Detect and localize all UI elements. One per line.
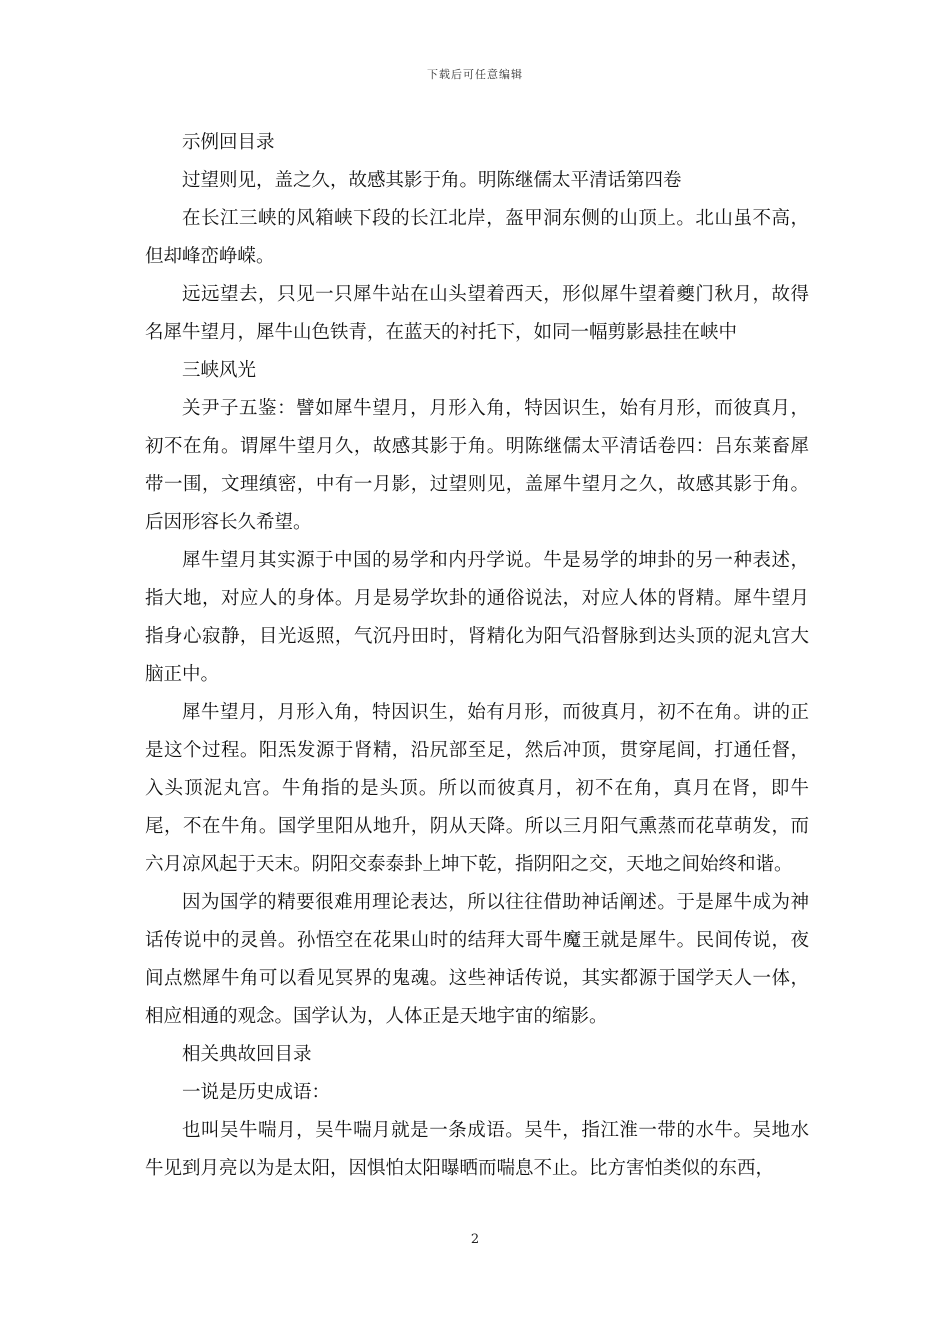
- paragraph: 一说是历史成语：: [182, 1082, 331, 1103]
- paragraph: 犀牛望月，月形入角，特因识生，始有月形，而彼真月，初不在角。讲的正是这个过程。阳炁发源于肾精，沿尻部至足，然后冲顶，贯穿尾闾，打通任督，入头顶泥丸宫。牛角指的是头顶。所以而彼真月，初不在角，真月在肾，即牛尾，不在牛角。国学里阳从地升，阴从天降。所以三月阳气熏蒸而花草萌发，而六月凉风起于天末。阴阳交泰泰卦上坤下乾，指阴阳之交，天地之间始终和谐。: [145, 702, 809, 875]
- paragraph: 过望则见，盖之久，故感其影于角。明陈继儒太平清话第四卷: [182, 170, 682, 191]
- paragraph: 关尹子五鉴：譬如犀牛望月，月形入角，特因识生，始有月形，而彼真月，初不在角。谓犀牛望月久，故感其影于角。明陈继儒太平清话卷四：吕东莱畜犀带一围，文理缜密，中有一月影，过望则见，盖犀牛望月之久，故感其影于角。后因形容长久希望。: [145, 398, 809, 533]
- paragraph: 也叫吴牛喘月，吴牛喘月就是一条成语。吴牛，指江淮一带的水牛。吴地水牛见到月亮以为是太阳，因惧怕太阳曝晒而喘息不止。比方害怕类似的东西，: [145, 1120, 809, 1179]
- page-number: 2: [470, 1232, 480, 1247]
- page-header: 下载后可任意编辑: [427, 68, 523, 81]
- paragraph: 因为国学的精要很难用理论表达，所以往往借助神话阐述。于是犀牛成为神话传说中的灵兽。孙悟空在花果山时的结拜大哥牛魔王就是犀牛。民间传说，夜间点燃犀牛角可以看见冥界的鬼魂。这些神话传说，其实都源于国学天人一体，相应相通的观念。国学认为，人体正是天地宇宙的缩影。: [145, 892, 809, 1027]
- section-heading-allusions: 相关典故回目录: [182, 1044, 312, 1065]
- section-heading-scenery: 三峡风光: [182, 360, 257, 381]
- paragraph: 犀牛望月其实源于中国的易学和内丹学说。牛是易学的坤卦的另一种表述，指大地，对应人的身体。月是易学坎卦的通俗说法，对应人体的肾精。犀牛望月指身心寂静，目光返照，气沉丹田时，肾精化为阳气沿督脉到达头顶的泥丸宫大脑正中。: [145, 550, 809, 685]
- document-body: [145, 124, 809, 1188]
- section-heading-examples: 示例回目录: [182, 132, 275, 153]
- paragraph: 远远望去，只见一只犀牛站在山头望着西天，形似犀牛望着夔门秋月，故得名犀牛望月，犀牛山色铁青，在蓝天的衬托下，如同一幅剪影悬挂在峡中: [145, 284, 809, 343]
- paragraph: 在长江三峡的风箱峡下段的长江北岸，盔甲洞东侧的山顶上。北山虽不高，但却峰峦峥嵘。: [145, 208, 809, 267]
